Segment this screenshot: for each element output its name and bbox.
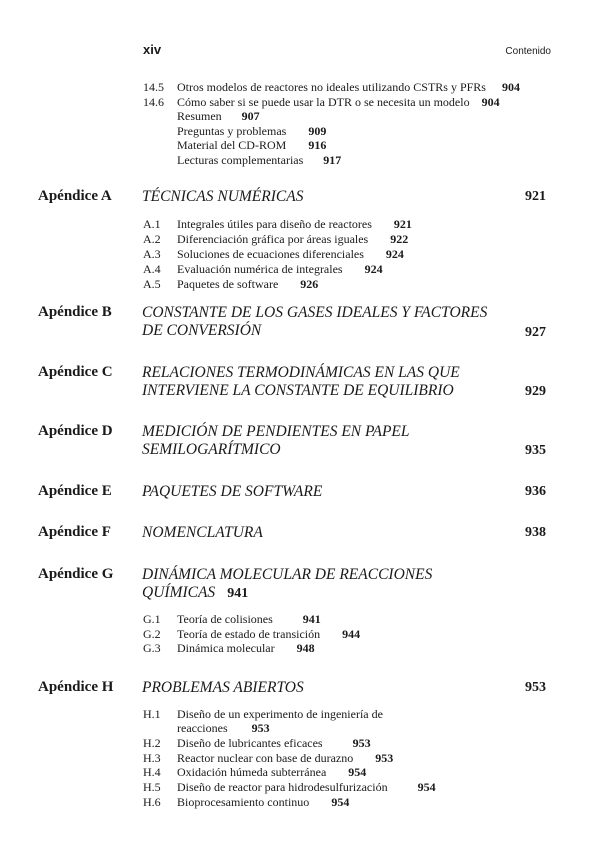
appendix-label: Apéndice B: [38, 304, 112, 320]
appendix-label: Apéndice A: [38, 188, 112, 204]
appendix-title[interactable]: PROBLEMAS ABIERTOS: [142, 679, 304, 696]
appendix-page: 938: [525, 525, 546, 540]
appendix-page: 927: [525, 325, 546, 340]
appendix-label: Apéndice H: [38, 679, 114, 695]
appendix-page: 953: [525, 680, 546, 695]
appendix-label: Apéndice G: [38, 566, 114, 582]
appendix-title[interactable]: NOMENCLATURA: [142, 524, 263, 541]
appendix-page: 929: [525, 384, 546, 399]
appendix-label: Apéndice C: [38, 364, 113, 380]
appendix-label: Apéndice E: [38, 483, 112, 499]
appendix-title-line2[interactable]: QUÍMICAS 941: [142, 584, 249, 601]
appendix-title[interactable]: RELACIONES TERMODINÁMICAS EN LAS QUE: [142, 364, 460, 381]
appendix-title[interactable]: CONSTANTE DE LOS GASES IDEALES Y FACTORES: [142, 304, 488, 321]
appendix-title[interactable]: MEDICIÓN DE PENDIENTES EN PAPEL: [142, 423, 410, 440]
header-page-number: xiv: [143, 42, 162, 57]
appendix-title[interactable]: DINÁMICA MOLECULAR DE REACCIONES: [142, 566, 433, 583]
appendix-page: 936: [525, 484, 546, 499]
appendix-title[interactable]: PAQUETES DE SOFTWARE: [142, 483, 323, 500]
appendix-title[interactable]: TÉCNICAS NUMÉRICAS: [142, 188, 304, 205]
appendix-page: 921: [525, 189, 546, 204]
appendix-page: 935: [525, 443, 546, 458]
header-section-title: Contenido: [505, 46, 551, 57]
appendix-page: 941: [227, 586, 249, 601]
appendix-label: Apéndice D: [38, 423, 113, 439]
appendix-title-line2[interactable]: SEMILOGARÍTMICO: [142, 441, 281, 458]
appendix-label: Apéndice F: [38, 524, 111, 540]
appendix-title-line2[interactable]: DE CONVERSIÓN: [142, 322, 262, 339]
appendix-title-line2[interactable]: INTERVIENE LA CONSTANTE DE EQUILIBRIO: [142, 382, 454, 399]
